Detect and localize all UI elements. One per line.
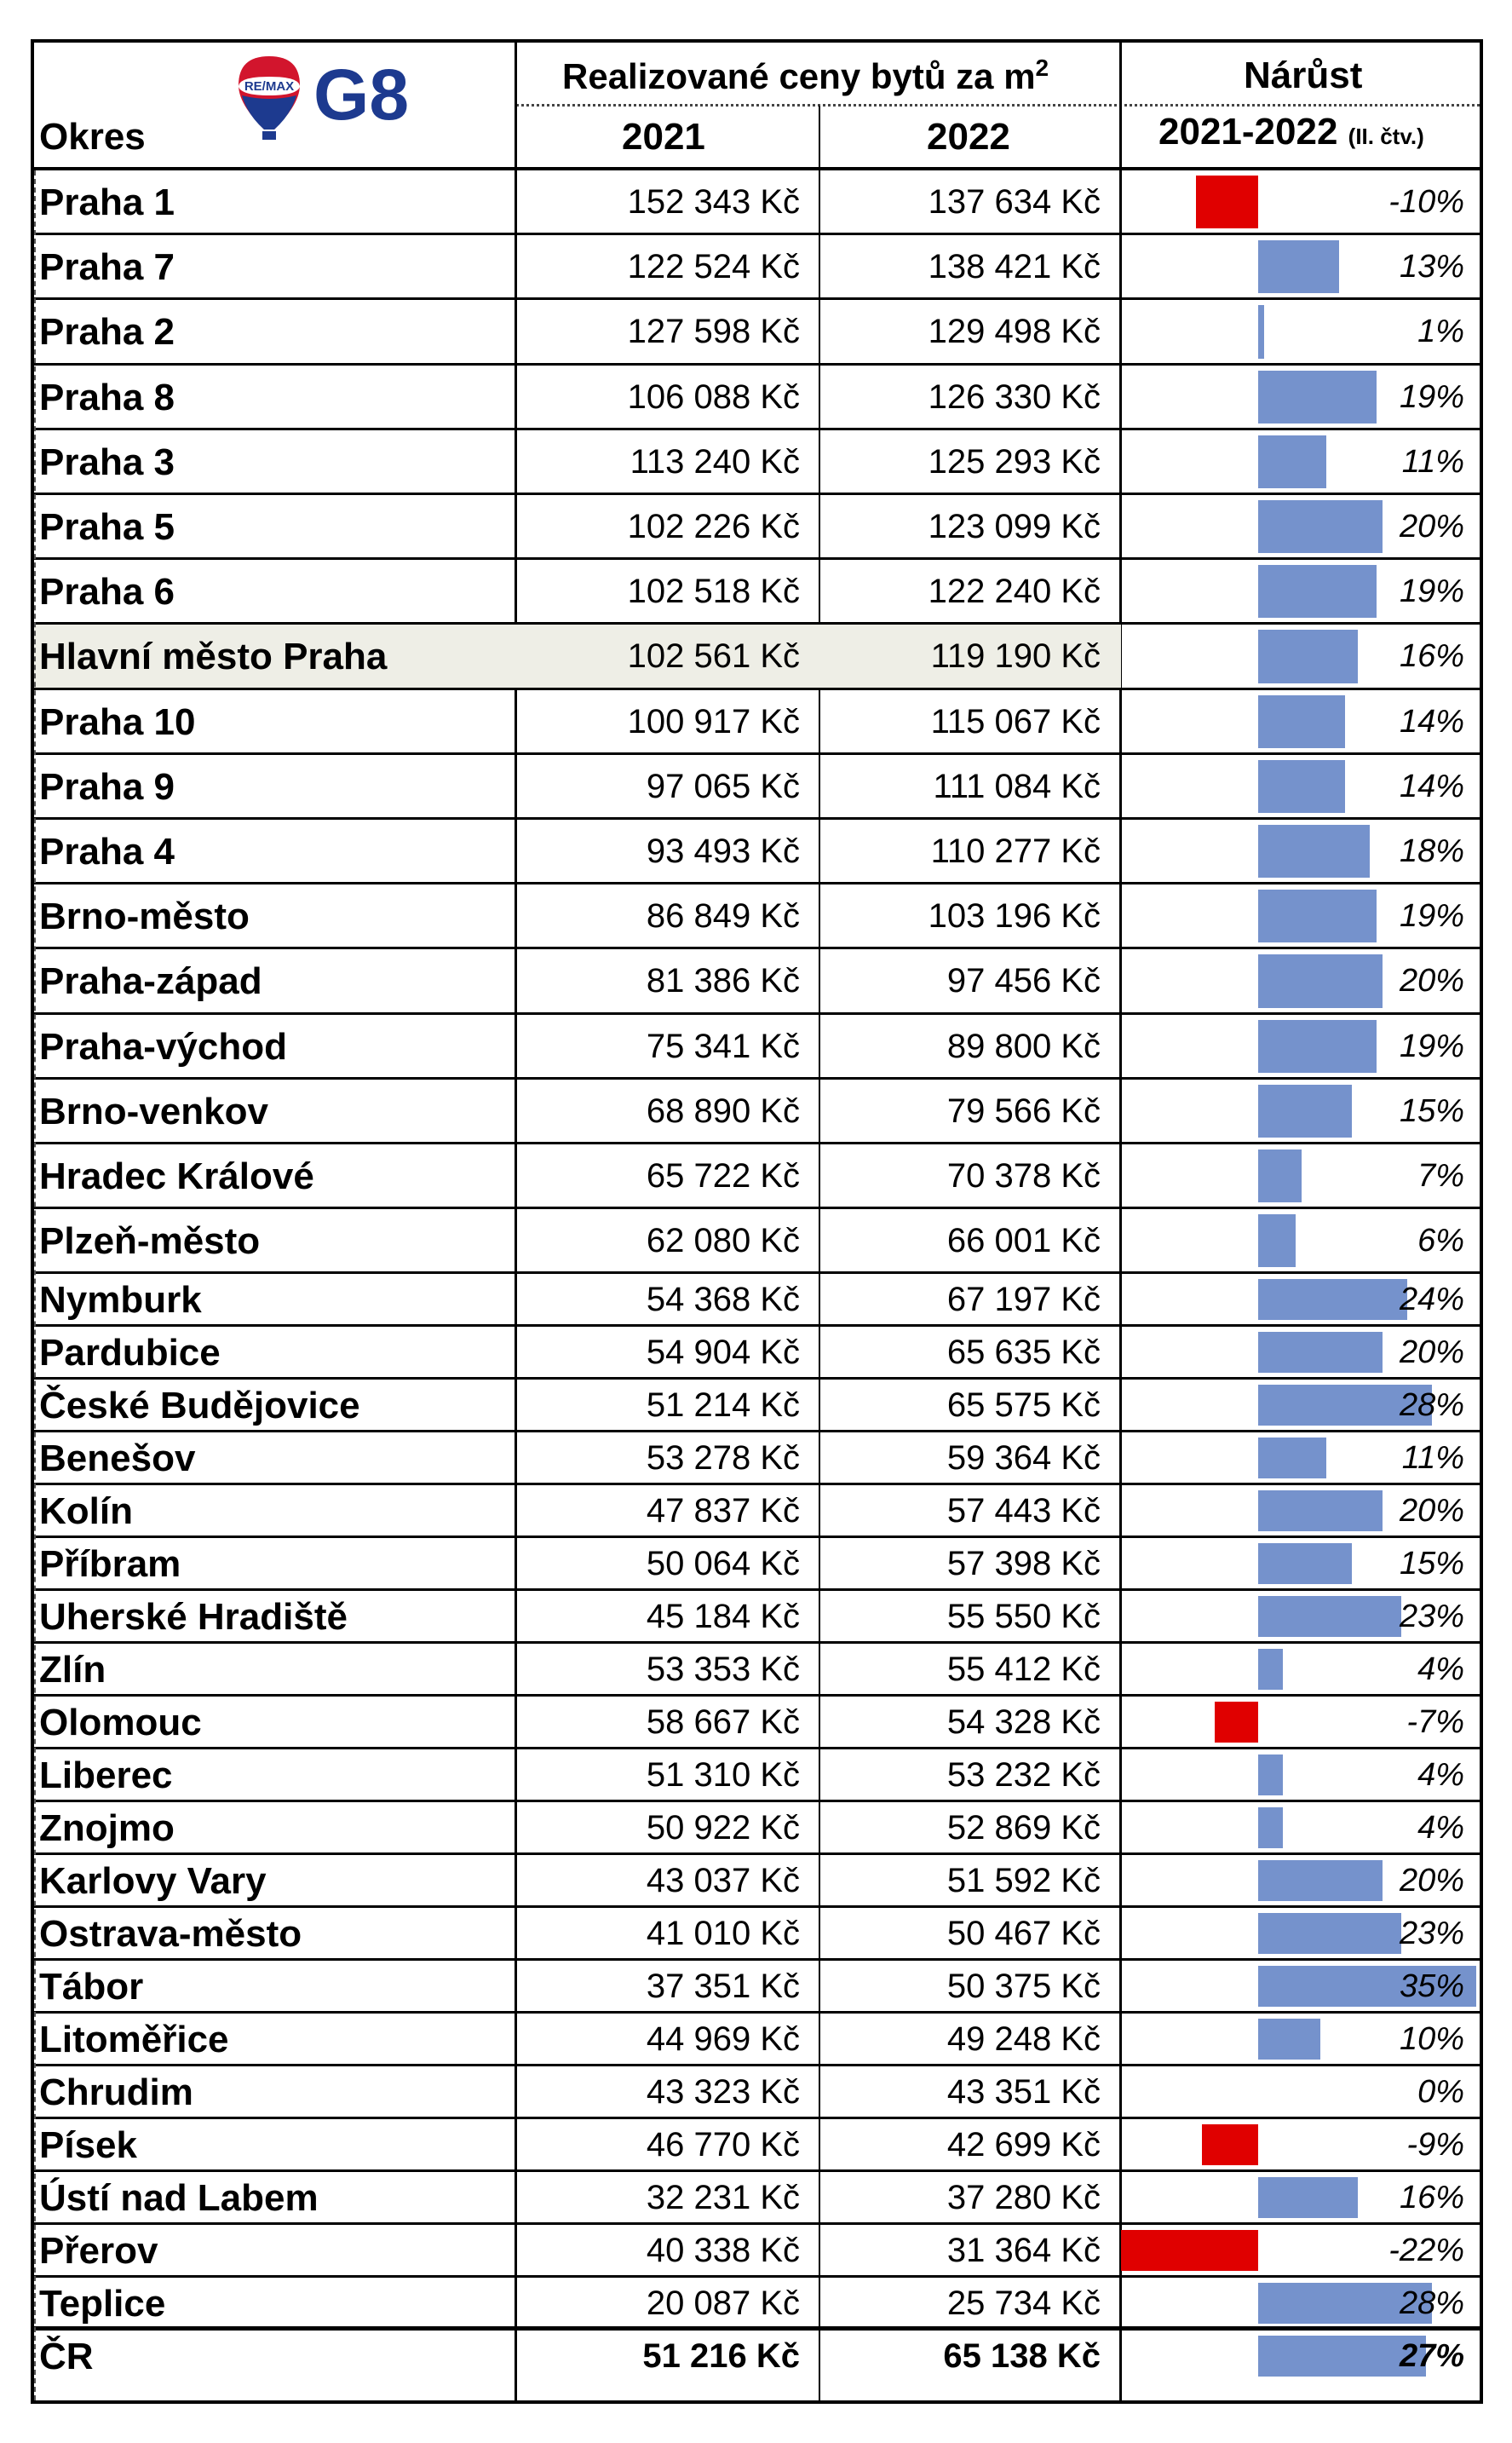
table-row — [34, 625, 1480, 689]
table-row — [34, 235, 1480, 300]
growth-label: 14% — [1399, 768, 1464, 804]
value-2021: 102 518 Kč — [627, 573, 800, 611]
growth-bar-positive — [1258, 825, 1370, 878]
table-row — [34, 170, 1480, 235]
growth-bar-negative — [1196, 176, 1258, 228]
okres-name: Praha 9 — [39, 765, 175, 808]
value-2021: 37 351 Kč — [646, 1968, 800, 2006]
growth-label: 19% — [1399, 898, 1464, 935]
value-2022: 122 240 Kč — [928, 573, 1101, 611]
okres-name: Pardubice — [39, 1332, 221, 1374]
okres-name: Přerov — [39, 2230, 158, 2273]
table-row — [34, 1327, 1480, 1380]
growth-label: 16% — [1399, 638, 1464, 675]
growth-bar-positive — [1258, 500, 1383, 553]
okres-name: Litoměřice — [39, 2019, 229, 2061]
growth-bar-positive — [1258, 305, 1264, 358]
prices-title-sup: 2 — [1035, 55, 1049, 81]
table-row — [34, 1380, 1480, 1432]
growth-label: 20% — [1399, 509, 1464, 545]
growth-label: 11% — [1401, 1440, 1464, 1477]
value-2022: 42 699 Kč — [946, 2126, 1101, 2164]
value-2022: 97 456 Kč — [946, 962, 1101, 1000]
growth-label: 18% — [1399, 833, 1464, 870]
growth-bar-positive — [1258, 1543, 1352, 1584]
table-header — [34, 43, 1480, 170]
okres-name: Teplice — [39, 2283, 166, 2325]
value-2022: 43 351 Kč — [946, 2073, 1101, 2112]
value-2021: 51 214 Kč — [646, 1386, 800, 1425]
value-2022: 25 734 Kč — [946, 2285, 1101, 2323]
okres-name: Nymburk — [39, 1279, 202, 1322]
prices-title-text: Realizované ceny bytů za m — [562, 56, 1036, 96]
value-2021: 50 922 Kč — [646, 1809, 800, 1847]
total-row — [34, 2331, 1480, 2383]
okres-name: Praha 1 — [39, 181, 175, 224]
okres-name: Kolín — [39, 1490, 133, 1533]
growth-bar-positive — [1258, 1490, 1383, 1531]
growth-bar-positive — [1258, 565, 1377, 618]
year-2021-header: 2021 — [622, 116, 705, 158]
value-2021: 58 667 Kč — [646, 1703, 800, 1742]
growth-bar-positive — [1258, 1913, 1401, 1954]
logo-brand-text: G8 — [313, 55, 410, 135]
value-2022: 65 635 Kč — [946, 1334, 1101, 1372]
growth-label: 28% — [1399, 1387, 1464, 1424]
okres-name: Hradec Králové — [39, 1155, 314, 1198]
growth-bar-positive — [1258, 1649, 1283, 1690]
okres-name: Liberec — [39, 1754, 173, 1797]
growth-bar-positive — [1258, 1085, 1352, 1138]
okres-name: Praha 7 — [39, 246, 175, 289]
table-row — [34, 1961, 1480, 2014]
okres-name: Příbram — [39, 1543, 181, 1586]
growth-label: 15% — [1399, 1546, 1464, 1582]
value-2022: 138 421 Kč — [928, 248, 1101, 286]
value-2022: 66 001 Kč — [946, 1222, 1101, 1260]
table-row — [34, 1802, 1480, 1855]
growth-bar-positive — [1258, 1438, 1326, 1478]
okres-name: Praha 4 — [39, 831, 175, 873]
growth-label: 16% — [1399, 2180, 1464, 2216]
value-2022: 67 197 Kč — [946, 1281, 1101, 1319]
table-row — [34, 690, 1480, 755]
value-2022: 79 566 Kč — [946, 1092, 1101, 1130]
growth-bar-positive — [1258, 1332, 1383, 1373]
value-2021: 102 226 Kč — [627, 508, 800, 546]
growth-label: 0% — [1417, 2074, 1464, 2111]
value-2021: 152 343 Kč — [627, 183, 800, 222]
table-row — [34, 2014, 1480, 2066]
growth-bar-negative — [1121, 2230, 1258, 2271]
table-row — [34, 1749, 1480, 1802]
value-2021: 40 338 Kč — [646, 2232, 800, 2270]
okres-name: Ústí nad Labem — [39, 2177, 319, 2220]
okres-name: Plzeň-město — [39, 1220, 261, 1263]
growth-label: 24% — [1399, 1282, 1464, 1318]
value-2021: 20 087 Kč — [646, 2285, 800, 2323]
remax-g8-logo — [221, 51, 426, 145]
okres-name: Olomouc — [39, 1702, 202, 1744]
table-row — [34, 430, 1480, 495]
growth-label: 14% — [1399, 703, 1464, 740]
growth-zero-line — [34, 170, 36, 2400]
okres-name: Tábor — [39, 1966, 144, 2008]
growth-bar-positive — [1258, 1149, 1302, 1202]
table-row — [34, 366, 1480, 430]
growth-bar-positive — [1258, 1754, 1283, 1795]
value-2021: 106 088 Kč — [627, 377, 800, 416]
value-2022: 50 467 Kč — [946, 1915, 1101, 1953]
okres-name: Praha-západ — [39, 960, 262, 1003]
growth-label: 27% — [1399, 2338, 1464, 2375]
growth-bar-positive — [1258, 1807, 1283, 1848]
growth-label: 13% — [1399, 249, 1464, 285]
value-2022: 125 293 Kč — [928, 442, 1101, 481]
table-row — [34, 1644, 1480, 1697]
growth-label: 23% — [1399, 1916, 1464, 1952]
value-2022: 126 330 Kč — [928, 377, 1101, 416]
value-2021: 122 524 Kč — [627, 248, 800, 286]
table-row — [34, 1015, 1480, 1080]
growth-label: -10% — [1388, 184, 1464, 221]
okres-name: Praha 3 — [39, 441, 175, 483]
year-divider — [819, 106, 820, 167]
growth-label: 28% — [1399, 2285, 1464, 2322]
value-2021: 47 837 Kč — [646, 1492, 800, 1530]
growth-bar-positive — [1258, 1860, 1383, 1901]
value-2022: 137 634 Kč — [928, 183, 1101, 222]
value-2022: 55 412 Kč — [946, 1651, 1101, 1689]
growth-label: -7% — [1406, 1704, 1464, 1741]
period-text: 2021-2022 — [1158, 111, 1338, 153]
value-2022: 103 196 Kč — [928, 897, 1101, 936]
growth-label: -9% — [1406, 2127, 1464, 2164]
growth-bar-positive — [1258, 2177, 1358, 2218]
growth-bar-positive — [1258, 695, 1345, 748]
okres-name: Praha 2 — [39, 311, 175, 354]
table-row — [34, 1855, 1480, 1908]
value-2021: 62 080 Kč — [646, 1222, 800, 1260]
table-row — [34, 1432, 1480, 1485]
value-2021: 54 368 Kč — [646, 1281, 800, 1319]
value-2022: 129 498 Kč — [928, 313, 1101, 351]
value-2022: 57 443 Kč — [946, 1492, 1101, 1530]
table-row — [34, 300, 1480, 365]
value-2021: 113 240 Kč — [630, 442, 800, 481]
table-row — [34, 560, 1480, 625]
growth-label: 10% — [1399, 2021, 1464, 2058]
year-2022-header: 2022 — [927, 116, 1010, 158]
table-row — [34, 755, 1480, 820]
table-row — [34, 1697, 1480, 1749]
growth-label: 20% — [1399, 1493, 1464, 1530]
value-2022: 37 280 Kč — [946, 2179, 1101, 2217]
value-2022: 31 364 Kč — [946, 2232, 1101, 2270]
value-2022: 123 099 Kč — [928, 508, 1101, 546]
table-row — [34, 2225, 1480, 2278]
table-row — [34, 1274, 1480, 1327]
value-2022: 49 248 Kč — [946, 2020, 1101, 2059]
value-2021: 44 969 Kč — [646, 2020, 800, 2059]
growth-label: 4% — [1417, 1810, 1464, 1847]
okres-name: Písek — [39, 2124, 137, 2167]
growth-bar-positive — [1258, 2019, 1320, 2060]
prices-title — [562, 55, 1049, 97]
value-2021: 65 722 Kč — [646, 1157, 800, 1196]
table-row — [34, 949, 1480, 1014]
okres-name: Brno-venkov — [39, 1090, 268, 1132]
value-2022: 70 378 Kč — [946, 1157, 1101, 1196]
okres-name: Praha 6 — [39, 571, 175, 614]
okres-name: Praha 10 — [39, 700, 196, 743]
table-row — [34, 1209, 1480, 1274]
growth-label: 19% — [1399, 378, 1464, 415]
growth-title: Nárůst — [1244, 55, 1363, 96]
table-row — [34, 2278, 1480, 2331]
value-2021: 75 341 Kč — [646, 1027, 800, 1065]
value-2022: 51 592 Kč — [946, 1862, 1101, 1900]
value-2021: 45 184 Kč — [646, 1598, 800, 1636]
value-2022: 111 084 Kč — [933, 767, 1101, 805]
okres-header: Okres — [39, 116, 146, 158]
value-2021: 93 493 Kč — [646, 833, 800, 871]
value-2021: 53 278 Kč — [646, 1439, 800, 1478]
growth-label: 4% — [1417, 1757, 1464, 1794]
value-2021: 86 849 Kč — [646, 897, 800, 936]
table-row — [34, 1144, 1480, 1209]
okres-name: Hlavní město Praha — [39, 636, 388, 678]
value-2022: 65 575 Kč — [946, 1386, 1101, 1425]
value-2021: 43 323 Kč — [646, 2073, 800, 2112]
value-2021: 100 917 Kč — [627, 702, 800, 740]
okres-name: Benešov — [39, 1438, 196, 1480]
value-2022: 52 869 Kč — [946, 1809, 1101, 1847]
growth-label: 19% — [1399, 573, 1464, 610]
period-note: (II. čtv.) — [1348, 124, 1424, 149]
value-2022: 53 232 Kč — [946, 1756, 1101, 1795]
growth-bar-negative — [1202, 2124, 1258, 2165]
table-row — [34, 1591, 1480, 1644]
growth-bar-positive — [1258, 630, 1358, 683]
value-2021: 51 216 Kč — [642, 2337, 800, 2376]
value-2021: 50 064 Kč — [646, 1545, 800, 1583]
value-2022: 59 364 Kč — [946, 1439, 1101, 1478]
okres-name: ČR — [39, 2336, 94, 2378]
value-2022: 110 277 Kč — [930, 833, 1101, 871]
value-2022: 89 800 Kč — [946, 1027, 1101, 1065]
growth-label: -22% — [1388, 2233, 1464, 2269]
growth-label: 20% — [1399, 963, 1464, 1000]
growth-label: 35% — [1399, 1968, 1464, 2005]
growth-bar-positive — [1258, 954, 1383, 1007]
table-row — [34, 2119, 1480, 2172]
table-row — [34, 2172, 1480, 2225]
table-row — [34, 1538, 1480, 1591]
value-2021: 54 904 Kč — [646, 1334, 800, 1372]
value-2022: 119 190 Kč — [930, 637, 1101, 676]
period-header — [1158, 111, 1424, 153]
value-2021: 32 231 Kč — [646, 2179, 800, 2217]
okres-name: Ostrava-město — [39, 1913, 302, 1956]
okres-name: Uherské Hradiště — [39, 1596, 348, 1639]
growth-bar-negative — [1215, 1702, 1258, 1743]
growth-bar-positive — [1258, 1596, 1401, 1637]
value-2021: 97 065 Kč — [646, 767, 800, 805]
growth-bar-positive — [1258, 890, 1377, 942]
header-dotted-divider — [516, 104, 1480, 107]
growth-label: 11% — [1401, 443, 1464, 480]
value-2022: 115 067 Kč — [930, 702, 1101, 740]
table-row — [34, 1485, 1480, 1538]
table-row — [34, 495, 1480, 560]
growth-bar-positive — [1258, 1279, 1407, 1320]
okres-name: Znojmo — [39, 1807, 175, 1850]
table-row — [34, 1908, 1480, 1961]
growth-bar-positive — [1258, 760, 1345, 813]
growth-bar-positive — [1258, 1214, 1296, 1267]
okres-name: Karlovy Vary — [39, 1860, 267, 1903]
value-2021: 102 561 Kč — [627, 637, 800, 676]
value-2021: 127 598 Kč — [627, 313, 800, 351]
okres-name: Praha 8 — [39, 376, 175, 418]
growth-bar-positive — [1258, 435, 1326, 488]
value-2021: 41 010 Kč — [646, 1915, 800, 1953]
growth-label: 20% — [1399, 1863, 1464, 1899]
growth-label: 23% — [1399, 1599, 1464, 1635]
growth-label: 20% — [1399, 1334, 1464, 1371]
table-row — [34, 884, 1480, 949]
price-table — [31, 39, 1483, 2404]
growth-label: 1% — [1417, 314, 1464, 350]
value-2021: 43 037 Kč — [646, 1862, 800, 1900]
growth-label: 15% — [1399, 1092, 1464, 1129]
okres-name: České Budějovice — [39, 1385, 360, 1427]
value-2021: 53 353 Kč — [646, 1651, 800, 1689]
value-2022: 55 550 Kč — [946, 1598, 1101, 1636]
growth-bar-positive — [1258, 371, 1377, 423]
table-row — [34, 820, 1480, 884]
growth-label: 7% — [1417, 1158, 1464, 1195]
logo-small-text: RE/MAX — [244, 79, 295, 94]
okres-name: Praha-východ — [39, 1025, 287, 1068]
growth-label: 6% — [1417, 1223, 1464, 1259]
table-row — [34, 1080, 1480, 1144]
okres-name: Zlín — [39, 1649, 106, 1691]
growth-bar-positive — [1258, 1020, 1377, 1073]
table-row — [34, 2066, 1480, 2119]
value-2021: 46 770 Kč — [646, 2126, 800, 2164]
growth-bar-positive — [1258, 240, 1339, 293]
value-2021: 51 310 Kč — [646, 1756, 800, 1795]
okres-name: Praha 5 — [39, 506, 175, 549]
value-2022: 54 328 Kč — [946, 1703, 1101, 1742]
value-2022: 50 375 Kč — [946, 1968, 1101, 2006]
value-2022: 57 398 Kč — [946, 1545, 1101, 1583]
growth-label: 4% — [1417, 1651, 1464, 1688]
okres-name: Chrudim — [39, 2071, 193, 2114]
okres-name: Brno-město — [39, 896, 250, 938]
value-2021: 68 890 Kč — [646, 1092, 800, 1130]
growth-label: 19% — [1399, 1028, 1464, 1064]
value-2021: 81 386 Kč — [646, 962, 800, 1000]
value-2022: 65 138 Kč — [943, 2337, 1101, 2376]
